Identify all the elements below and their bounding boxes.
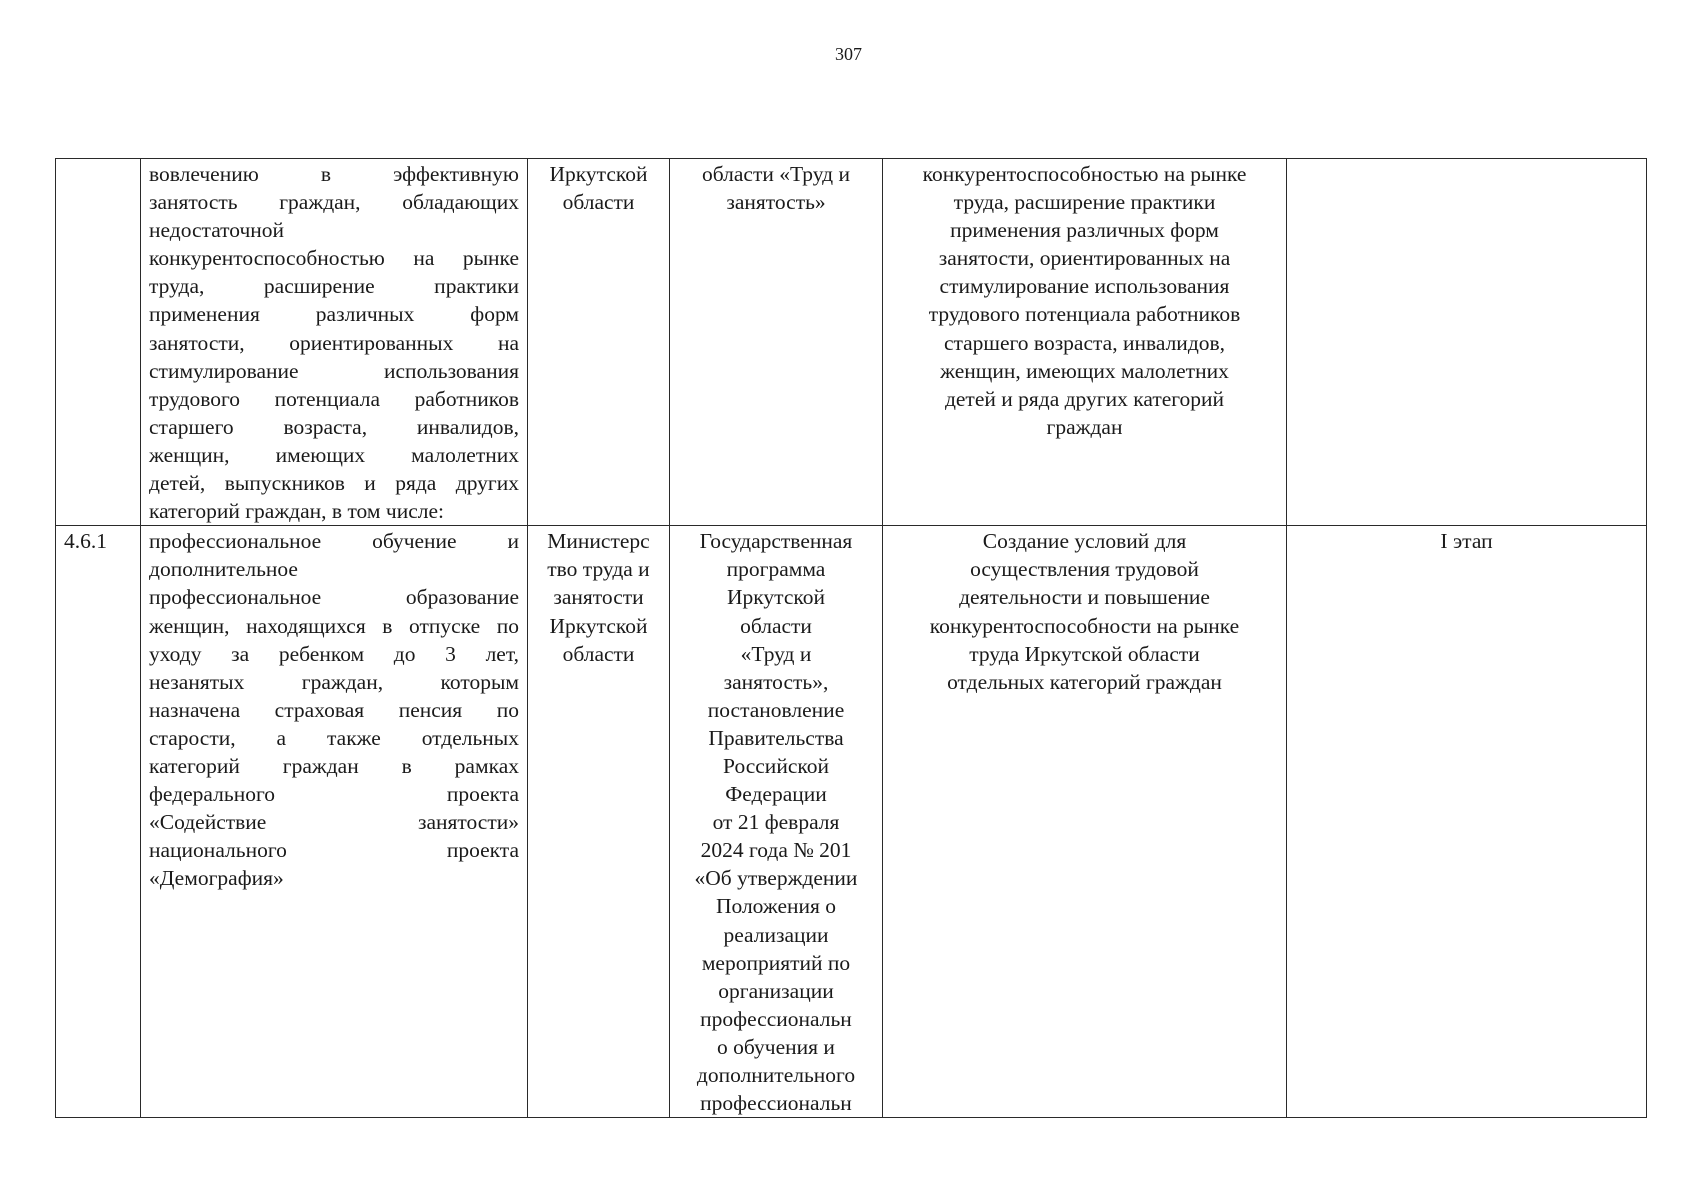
table-row [56,526,1647,1118]
text-line: от 21 февраля [712,810,840,835]
executor [536,160,661,216]
text-line: Государственная [699,529,853,554]
text-line: Положения о [715,894,837,919]
text-line: конкурентоспособностью на рынке [149,246,519,271]
text-line: конкурентоспособностью на рынке [922,162,1247,186]
text-line: деятельности и повышение [959,585,1210,610]
text-line: профессиональн [700,1091,852,1116]
text-line: назначена страховая пенсия по [149,697,519,722]
text-line: применения различных форм [149,302,519,327]
text-line: Создание условий для [982,529,1187,554]
text-line: занятости [553,585,644,610]
text-line: осуществления трудовой [970,557,1199,582]
measures-table [55,158,1647,1118]
text-line: старшего возраста, инвалидов, [943,330,1226,355]
text-line: мероприятий по [701,950,851,975]
stage-cell [1287,159,1647,526]
source-cell [670,159,883,526]
source-cell [670,526,883,1118]
text-line: постановление [707,697,845,722]
text-line: незанятых граждан, которым [149,669,519,694]
text-line: «Демография» [149,866,284,891]
stage: I этап [1440,529,1493,554]
text-line: категорий граждан, в том числе: [149,499,444,524]
source-document [678,527,874,1117]
text-line: уходу за ребенком до 3 лет, [149,641,519,666]
expected-result [891,160,1278,441]
text-line: занятости, ориентированных на [938,246,1231,271]
text-line: занятости, ориентированных на [149,330,519,355]
text-line: Иркутской [549,162,648,186]
measure-description [149,527,519,892]
page-number: 307 [835,44,862,64]
text-line: детей и ряда других категорий [944,386,1225,411]
measure-description-cell [141,526,528,1118]
text-line: детей, выпускников и ряда других [149,471,519,496]
text-line: занятость» [726,190,826,215]
text-line: «Содействие занятости» [149,810,519,835]
text-line: труда, расширение практики [953,190,1216,215]
text-line: тво труда и [547,557,650,582]
text-line: профессиональное образование [149,585,519,610]
text-line: Министерс [547,529,650,554]
text-line: трудового потенциала работников [928,302,1241,327]
text-line: 2024 года № 201 [700,838,852,863]
text-line: стимулирование использования [149,358,519,383]
text-line: труда Иркутской области [969,641,1200,666]
text-line: области [740,613,812,638]
text-line: категорий граждан в рамках [149,753,519,778]
text-line: области [562,641,635,666]
executor-cell [528,159,670,526]
row-number: 4.6.1 [64,529,107,554]
text-line: недостаточной [149,218,285,243]
text-line: национального проекта [149,838,519,863]
text-line: Иркутской [549,613,648,638]
text-line: отдельных категорий граждан [947,669,1222,694]
text-line: Российской [723,753,829,778]
text-line: женщин, имеющих малолетних [940,358,1229,383]
text-line: области [562,190,635,215]
text-line: занятость граждан, обладающих [149,190,519,215]
executor-cell [528,526,670,1118]
text-line: профессиональн [700,1006,852,1031]
row-number-cell [56,159,141,526]
stage-cell [1287,526,1647,1118]
text-line: старшего возраста, инвалидов, [149,414,519,439]
text-line: дополнительное [149,557,298,582]
text-line: дополнительного [696,1063,856,1087]
text-line: занятость», [723,669,829,694]
row-number-cell [56,526,141,1118]
text-line: области «Труд и [702,162,850,186]
executor [536,527,661,667]
text-line: реализации [723,922,829,947]
source-document [678,160,874,216]
text-line: трудового потенциала работников [149,386,519,411]
table-row [56,159,1647,526]
text-line: федерального проекта [149,782,519,807]
text-line: вовлечению в эффективную [149,162,519,186]
text-line: программа [726,557,826,582]
text-line: о обучения и [717,1034,835,1059]
text-line: Иркутской [727,585,825,610]
expected-result [891,527,1278,696]
measure-description [149,160,519,525]
text-line: труда, расширение практики [149,274,519,299]
text-line: «Труд и [740,641,812,666]
text-line: женщин, имеющих малолетних [149,442,519,467]
text-line: профессиональное обучение и [149,529,519,554]
result-cell [883,526,1287,1118]
text-line: Федерации [725,782,827,807]
text-line: организации [718,978,834,1003]
measure-description-cell [141,159,528,526]
text-line: применения различных форм [950,218,1219,243]
text-line: стимулирование использования [939,274,1230,299]
text-line: женщин, находящихся в отпуске по [149,613,519,638]
text-line: граждан [1046,414,1123,439]
result-cell [883,159,1287,526]
text-line: конкурентоспособности на рынке [929,613,1240,638]
text-line: Правительства [708,725,844,750]
text-line: старости, а также отдельных [149,725,519,750]
text-line: «Об утверждении [694,866,858,891]
